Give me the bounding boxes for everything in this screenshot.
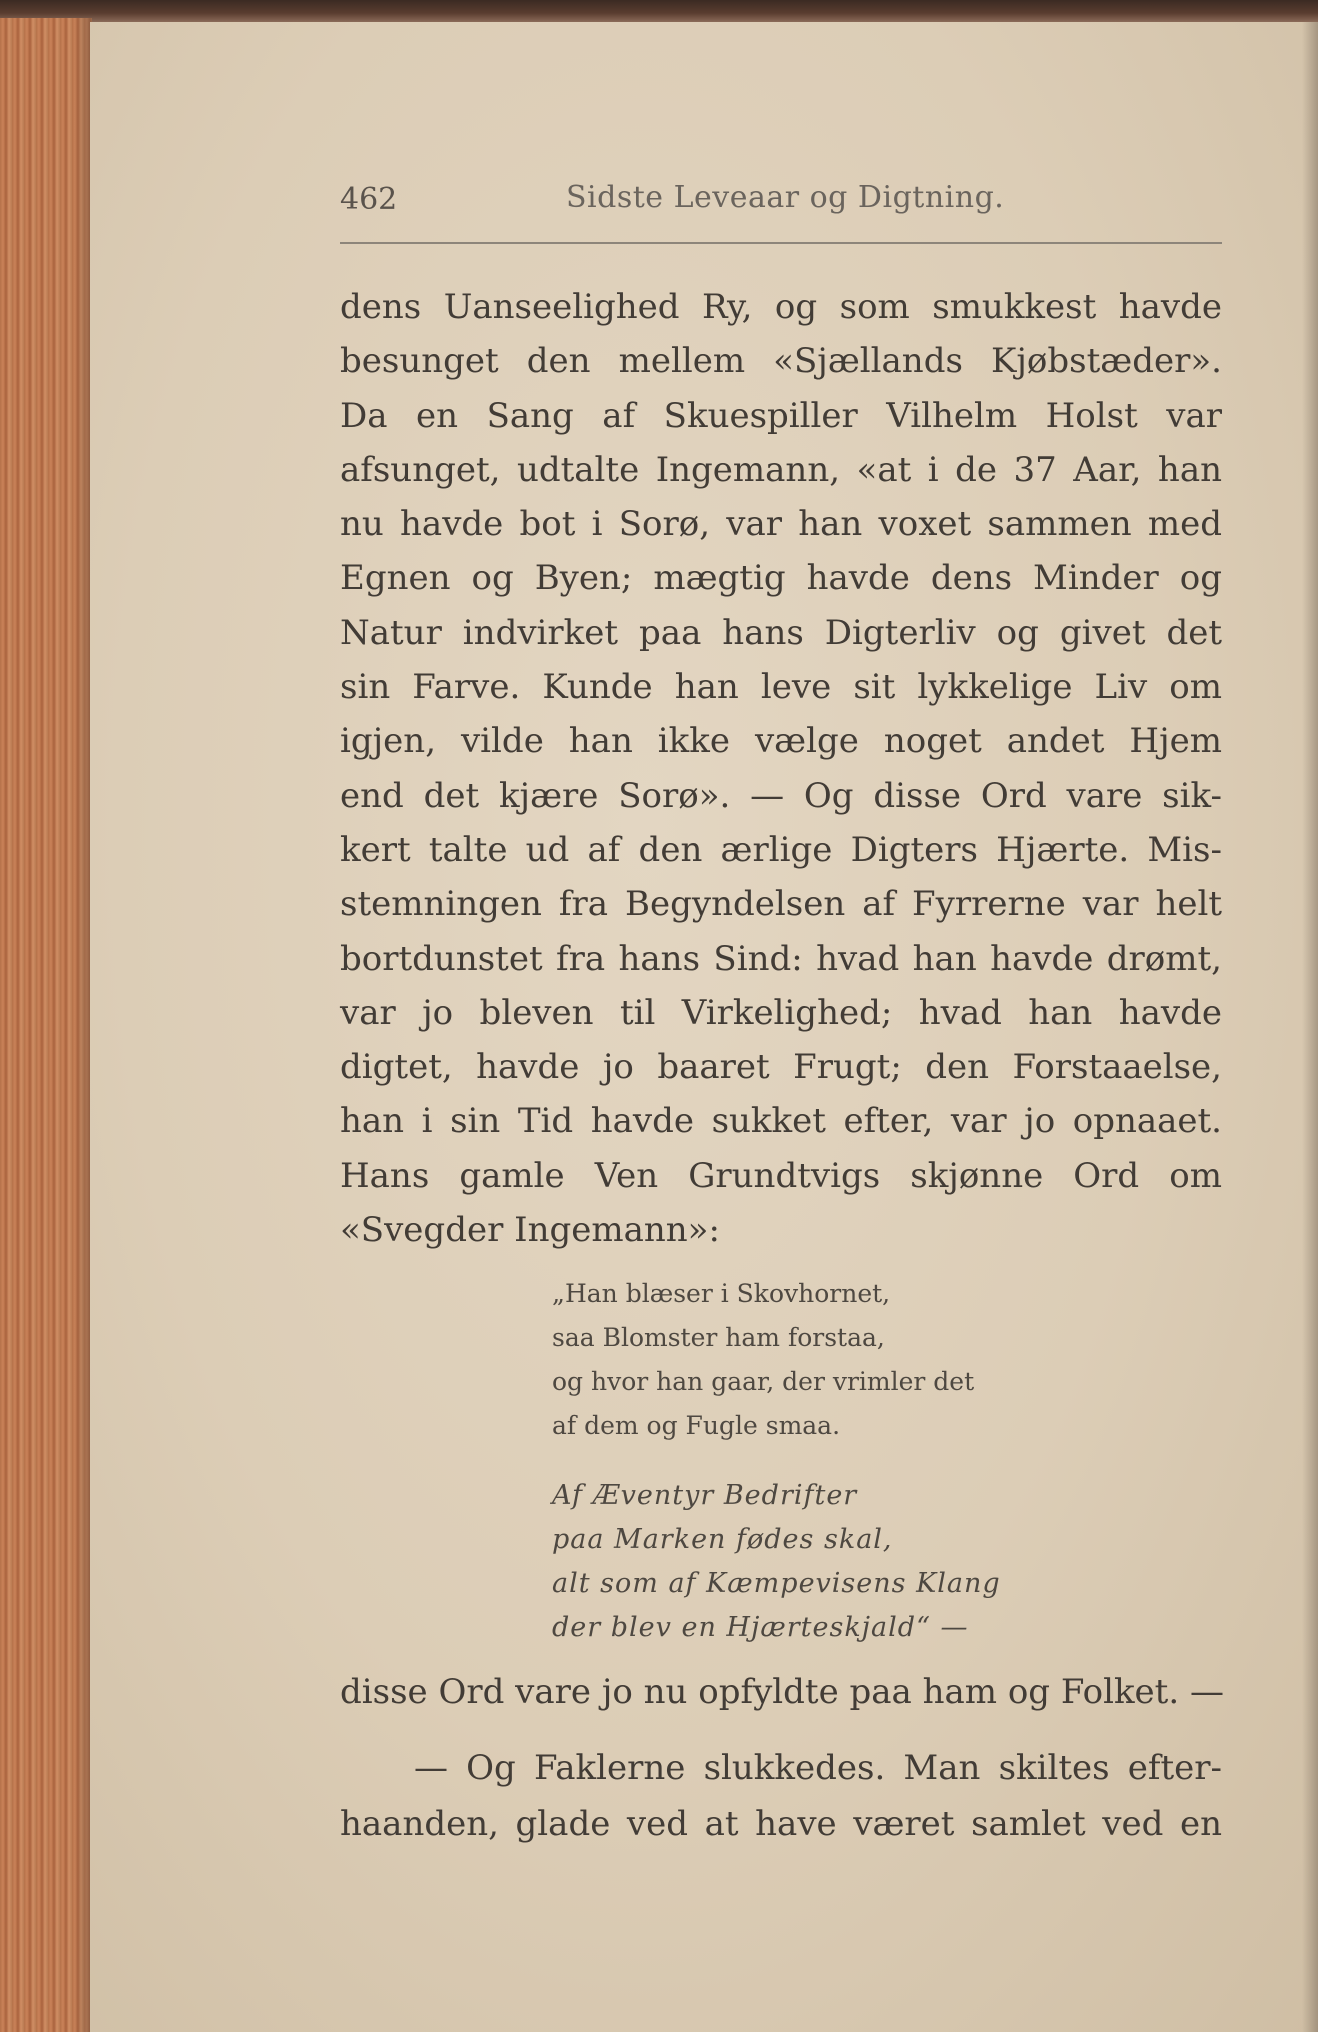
text-line: digtet, havde jo baaret Frugt; den Forstaaelse,: [340, 1047, 1222, 1088]
text-line: dens Uanseelighed Ry, og som smukkest havde: [340, 287, 1222, 327]
text-line: Da en Sang af Skuespiller Vilhelm Holst var: [340, 395, 1222, 436]
text-line: sin Farve. Kunde han leve sit lykkelige Liv om: [340, 667, 1222, 708]
text-line: kert talte ud af den ærlige Digters Hjærte. Mis-: [340, 829, 1222, 870]
book-top-edge: [0, 0, 1318, 22]
poem-verse: saa Blomster ham forstaa,: [552, 1323, 885, 1352]
poem-stanza: [552, 1272, 1112, 1448]
book-page-edges: [0, 18, 92, 2032]
poem-stanza: [552, 1474, 1112, 1650]
text-line: han i sin Tid havde sukket efter, var jo opnaaet.: [340, 1101, 1222, 1142]
text-line: afsunget, udtalte Ingemann, «at i de 37 Aar, han: [340, 449, 1222, 490]
running-title: Sidste Leveaar og Digtning.: [566, 180, 1005, 215]
text-line: bortdunstet fra hans Sind: hvad han havde drømt,: [340, 938, 1222, 979]
text-line: Hans gamle Ven Grundtvigs skjønne Ord om: [340, 1155, 1222, 1196]
poem-quote: [552, 1272, 1112, 1650]
text-line: igjen, vilde han ikke vælge noget andet Hjem: [340, 721, 1222, 762]
paragraph-gap: [340, 1720, 1222, 1740]
poem-verse: „Han blæser i Skovhornet,: [552, 1279, 891, 1308]
text-line: nu havde bot i Sorø, var han voxet sammen med: [340, 504, 1222, 545]
text-line: disse Ord vare jo nu opfyldte paa ham og Folket. —: [340, 1672, 1224, 1712]
text-line: «Svegder Ingemann»:: [340, 1210, 720, 1251]
page-number: 462: [340, 182, 398, 217]
text-line: haanden, glade ved at have været samlet ved en: [340, 1804, 1222, 1844]
page-header: [340, 176, 1222, 236]
header-rule: [340, 242, 1222, 244]
text-line: var jo bleven til Virkelighed; hvad han havde: [340, 992, 1222, 1033]
poem-verse: Af Æventyr Bedrifter: [552, 1480, 858, 1511]
text-line: stemningen fra Begyndelsen af Fyrrerne var helt: [340, 884, 1222, 925]
poem-verse: og hvor han gaar, der vrimler det: [552, 1367, 975, 1396]
text-line: Natur indvirket paa hans Digterliv og givet det: [340, 612, 1222, 653]
closing-text: [340, 1664, 1222, 1852]
poem-verse: der blev en Hjærteskjald“ —: [552, 1612, 969, 1643]
poem-verse: alt som af Kæmpevisens Klang: [552, 1568, 1001, 1599]
poem-verse: af dem og Fugle smaa.: [552, 1411, 841, 1440]
poem-verse: paa Marken fødes skal,: [552, 1524, 893, 1555]
text-line: end det kjære Sorø». — Og disse Ord vare sik-: [340, 775, 1222, 816]
text-line: besunget den mellem «Sjællands Kjøbstæder».: [340, 341, 1222, 382]
text-line: — Og Faklerne slukkedes. Man skiltes efter-: [414, 1748, 1222, 1788]
text-line: Egnen og Byen; mægtig havde dens Minder og: [340, 558, 1222, 599]
body-text: [340, 280, 1222, 1257]
